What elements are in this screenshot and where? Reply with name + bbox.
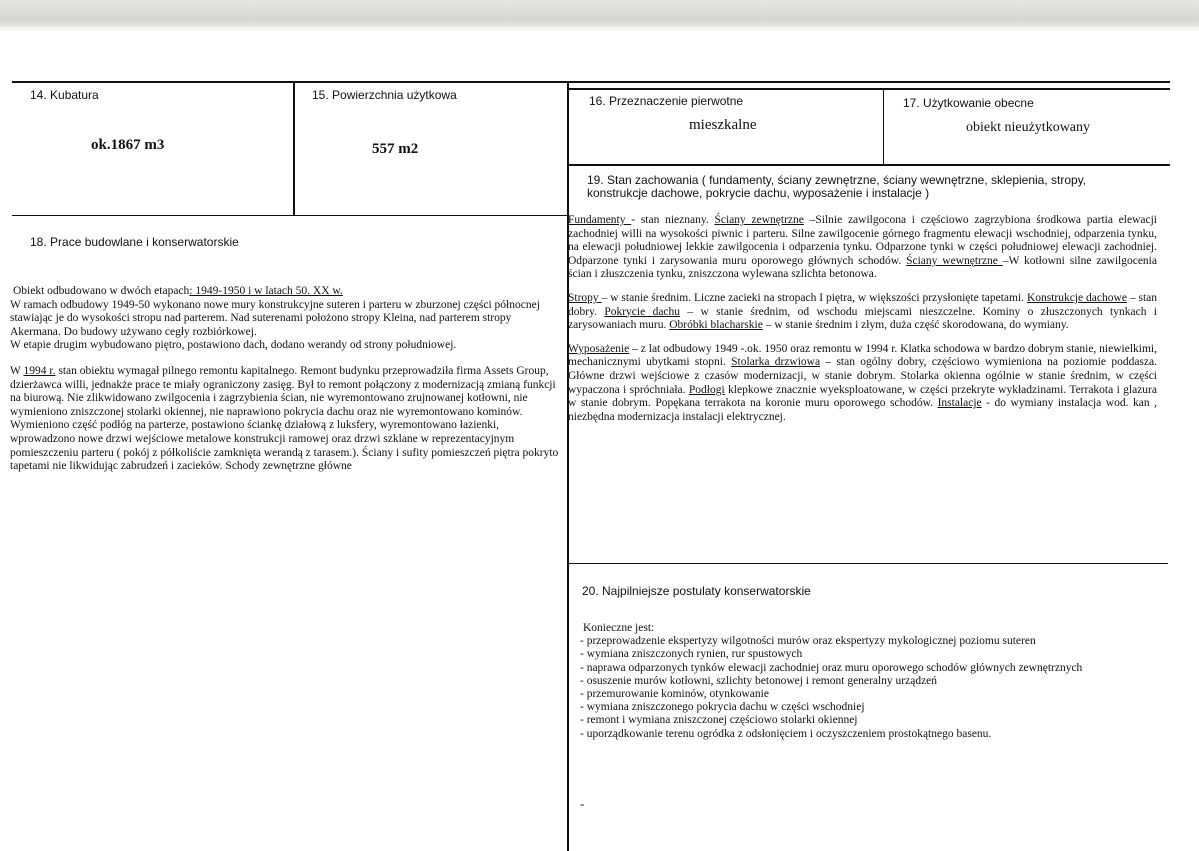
postulaty-intro: Konieczne jest: xyxy=(583,622,655,634)
prace-p1-intro: Obiekt odbudowano w dwóch etapach xyxy=(13,285,190,297)
instalacje-text: - do wymiany instalacja wod. kan , niezbędna modernizacja instalacji elektrycznej. xyxy=(568,397,1157,423)
prace-p2-year: 1994 r. xyxy=(23,364,56,377)
prace-text xyxy=(10,285,562,474)
term-podlogi: Podłogi xyxy=(688,383,725,396)
powierzchnia-value: 557 m2 xyxy=(372,141,419,157)
term-sciany-zewnetrzne: Ściany zewnętrzne xyxy=(714,214,804,226)
stan-paragraph-1 xyxy=(568,214,1157,282)
stan-zachowania-text xyxy=(568,214,1157,424)
prace-p1-dates: : 1949-1950 i w latach 50. XX w. xyxy=(189,285,343,297)
scan-top-edge-highlight xyxy=(0,27,1199,31)
postulaty-item: - przemurowanie kominów, otynkowanie xyxy=(580,688,769,701)
term-konstrukcje: Konstrukcje dachowe xyxy=(1026,291,1127,304)
kubatura-label: 14. Kubatura xyxy=(30,88,99,102)
podlogi-text: klepkowe znacznie wyeksploatowane, w części przekryte wykładzinami. Terrakota i glazura w stanie dobrym. Popękana terrakota na koronie muru oporowego schodów. xyxy=(568,383,1157,410)
postulaty-item: - osuszenie murów kotłowni, szlichty betonowej i remont generalny urządzeń xyxy=(580,674,938,687)
przeznaczenie-label: 16. Przeznaczenie pierwotne xyxy=(589,94,744,108)
postulaty-item: - uporządkowanie terenu ogródka z odsłonięciem i oczyszczeniem prostokątnego basenu. xyxy=(580,727,992,740)
prace-paragraph-1-last: W etapie drugim wybudowano piętro, postawiono dach, dodano werandy od strony południowej. xyxy=(10,339,457,352)
fundamenty-text: - stan nieznany. xyxy=(631,214,715,226)
postulaty-item: - przeprowadzenie ekspertyzy wilgotności murów oraz ekspertyzy mykologicznej poziomu suteren xyxy=(580,635,1036,648)
uzytkowanie-value: obiekt nieużytkowany xyxy=(966,120,1091,135)
row-divider-postulaty xyxy=(568,563,1168,564)
term-wyposazenie: Wyposażenie xyxy=(568,342,630,355)
term-obrobki: Obróbki blacharskie xyxy=(669,319,763,332)
postulaty-list xyxy=(580,622,1160,741)
term-stropy: Stropy xyxy=(568,291,602,304)
obrobki-text: – w stanie średnim i złym, duża część skorodowana, do wymiany. xyxy=(762,319,1069,332)
postulaty-item: - wymiana zniszczonych rynien, rur spustowych xyxy=(580,648,803,661)
stan-label: 19. Stan zachowania ( fundamenty, ściany zewnętrzne, ściany wewnętrzne, sklepienia, stropy, konstrukcje dachowe, pokrycie dachu, wyposażenie i instalacje ) xyxy=(587,173,1087,200)
uzytkowanie-label: 17. Użytkowanie obecne xyxy=(903,96,1034,110)
postulaty-item: - naprawa odparzonych tynków elewacji zachodniej oraz muru oporowego schodów głównych zewnętrznych xyxy=(580,661,1083,674)
col-divider-3 xyxy=(883,88,884,165)
postulaty-item: - wymiana zniszczonego pokrycia dachu w części wschodniej xyxy=(580,701,865,714)
row-divider-right xyxy=(568,164,1170,166)
term-fundamenty: Fundamenty xyxy=(568,214,632,226)
right-top-rule xyxy=(568,88,1170,90)
konstrukcje-text: – stan dobry. xyxy=(568,291,1158,318)
stan-paragraph-3 xyxy=(568,343,1157,425)
stropy-text: – w stanie średnim. Liczne zacieki na stropach I piętra, w większości przysłonięte tapetami. xyxy=(601,291,1027,304)
row-divider-left xyxy=(12,215,568,216)
postulaty-item: - remont i wymiana zniszczonej częściowo stolarki okiennej xyxy=(580,714,858,727)
prace-label: 18. Prace budowlane i konserwatorskie xyxy=(30,235,239,249)
sciany-zewnetrzne-text: –Silnie zawilgocona i częściowo zagrzybiona środkowa partia elewacji zachodniej willi na wysokości piwnic i parteru. Silne zawilgocenie górnego fragmentu elewacji wschodniej, odparzenia tynku, na elewacji południowej lekkie zawilgocenia i odparzenia tynku. Odparzone tynki w części południowej elewacji zachodniej. Odparzone tynki i zarysowania muru oporowego głównych schodów. xyxy=(568,214,1157,267)
kubatura-value: ok.1867 m3 xyxy=(91,137,165,153)
stolarka-text: – stan ogólny dobry, częściowo wymieniona na poziomie poddasza. Główne drzwi wejściowe z czasów modernizacji, w stanie dobrym. Stolarka okienna ogólnie w stanie średnim, w części wypaczona i spróchniała. xyxy=(568,356,1157,396)
col-divider-1 xyxy=(293,81,295,216)
term-pokrycie: Pokrycie dachu xyxy=(604,305,681,318)
sciany-wewnetrzne-text: –W kotłowni silne zawilgocenia ścian i złuszczenia tynku, zniszczona wylewana szlichta betonowa. xyxy=(568,254,1157,281)
prace-p2-body: stan obiektu wymagał pilnego remontu kapitalnego. Remont budynku przeprowadziła firma Assets Group, dzierżawca willi, jednakże prace te miały ograniczony zasięg. Był to remont połączony z modernizacją zmianą funkcji na biurową. Nie zlikwidowano zwilgocenia i zagrzybienia ścian, nie wyremontowano zrujnowanej kotłowni, nie wymieniono zniszczonej stolarki okiennej, nie naprawiono pokrycia dachu oraz nie wyremontowano kominów. Wymieniono część podłóg na parterze, postawiono ściankę działową z luksfery, wyremontowano łazienki, wprowadzono nowe drzwi wejściowe metalowe konstrukcji ramowej oraz drzwi szklane w reprezentacyjnym pomieszczeniu parteru ( pokój z półkoliście zamknięta werandą z tarasem.). Ściany i sufity pomieszczeń piętra pokryto tapetami nie likwidując zabrudzeń i zacieków. Schody zewnętrzne główne xyxy=(10,364,559,473)
term-stolarka: Stolarka drzwiowa xyxy=(731,356,821,369)
col-divider-main xyxy=(567,81,569,851)
przeznaczenie-value: mieszkalne xyxy=(689,117,757,133)
prace-p2-intro: W xyxy=(10,364,24,377)
stan-paragraph-2 xyxy=(568,292,1157,333)
postulaty-label: 20. Najpilniejsze postulaty konserwatorskie xyxy=(582,584,811,598)
top-rule xyxy=(12,81,1170,83)
prace-paragraph-1-body: W ramach odbudowy 1949-50 wykonano nowe mury konstrukcyjne suteren i parteru w zburzonej części północnej stawiając je do wysokości stropu nad parterem. Nad suterenami położono stropy Kleina, nad parterem stropy Akermana. Do budowy używano cegły rozbiórkowej. xyxy=(10,298,540,338)
powierzchnia-label: 15. Powierzchnia użytkowa xyxy=(312,88,457,102)
prace-paragraph-2 xyxy=(10,365,562,474)
scan-top-edge xyxy=(0,0,1199,28)
pokrycie-text: – w stanie średnim, od wschodu miejscami nieszczelne. Kominy o złuszczonych tynkach i zarysowaniach muru. xyxy=(568,305,1157,332)
prace-paragraph-1 xyxy=(10,285,562,299)
term-sciany-wewnetrzne: Ściany wewnętrzne xyxy=(906,254,1003,267)
postulaty-trailing-dash: - xyxy=(580,796,585,811)
term-instalacje: Instalacje xyxy=(937,397,982,410)
wyposazenie-text: – z lat odbudowy 1949 -.ok. 1950 oraz remontu w 1994 r. Klatka schodowa w bardzo dobrym stanie, niewielkimi, mechanicznymi ubytkami stopni. xyxy=(568,342,1157,369)
